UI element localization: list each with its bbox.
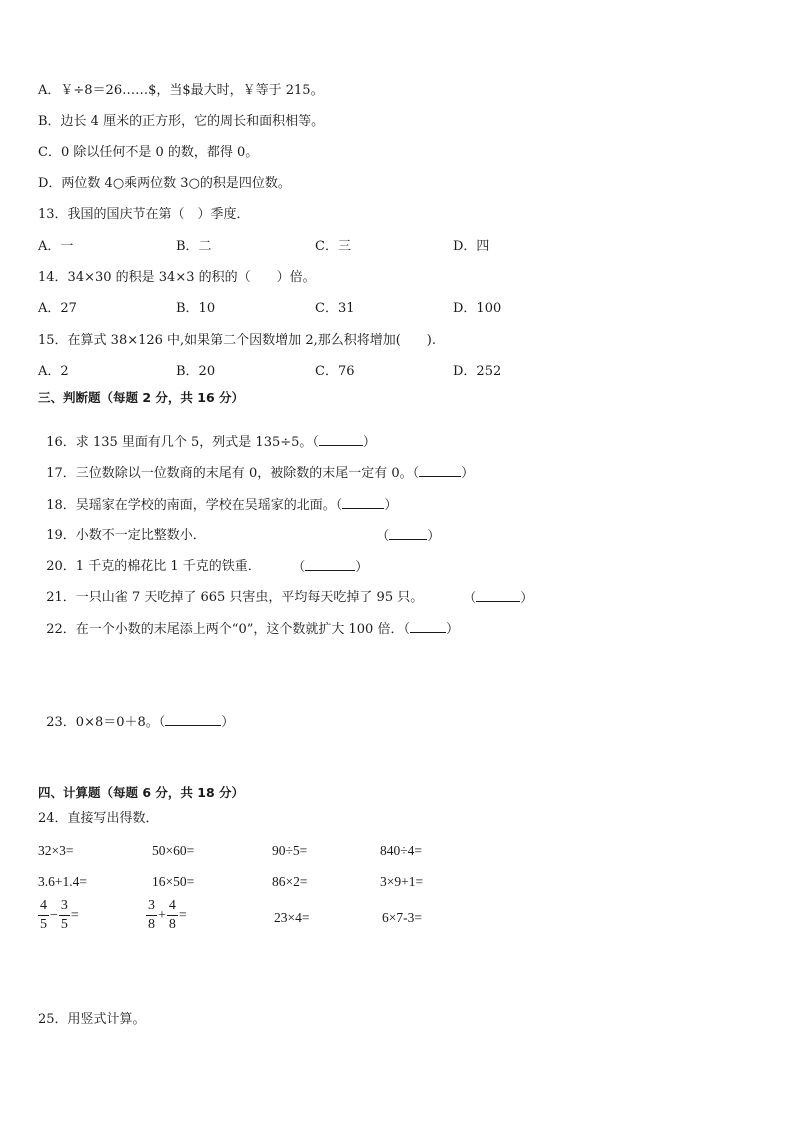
q12-option-b: B．边长 4 厘米的正方形，它的周长和面积相等。 (38, 114, 325, 129)
denominator: 5 (40, 917, 47, 932)
calc-item: 23×4= (274, 910, 310, 925)
answer-blank[interactable] (342, 496, 384, 509)
operator: − (50, 907, 58, 923)
equals-sign: = (178, 907, 187, 923)
fraction (146, 898, 157, 933)
q14-option-d: D．100 (453, 301, 502, 316)
answer-blank[interactable] (410, 620, 446, 633)
answer-blank[interactable] (389, 527, 427, 540)
q23-close: ） (221, 715, 235, 730)
q15-option-d: D．252 (453, 364, 502, 379)
denominator: 8 (168, 917, 176, 932)
q15-option-b: B．20 (176, 364, 216, 379)
q20-close: ） (355, 560, 369, 575)
fraction (167, 898, 178, 933)
section-4-heading: 四、计算题（每题 6 分，共 18 分） (38, 785, 245, 800)
q13-option-c: C．三 (315, 239, 351, 254)
q18-text: 18．吴瑶家在学校的南面，学校在吴瑶家的北面。（ (46, 498, 343, 513)
q18-close: ） (384, 498, 398, 513)
q14-stem: 14．34×30 的积是 34×3 的积的（ ）倍。 (38, 270, 316, 285)
q22-close: ） (445, 622, 459, 637)
equals-sign: = (70, 907, 79, 923)
numerator: 3 (148, 898, 155, 913)
calc-item: 840÷4= (380, 843, 423, 858)
answer-blank[interactable] (305, 558, 355, 571)
answer-blank[interactable] (165, 713, 221, 726)
q22-text: 22．在一个小数的末尾添上两个“0”，这个数就扩大 100 倍．（ (46, 622, 410, 637)
q24-stem: 24．直接写出得数． (38, 811, 159, 826)
fraction-bar (167, 915, 178, 916)
section-3-heading: 三、判断题（每题 2 分，共 16 分） (38, 390, 245, 405)
q14-option-a: A．27 (38, 301, 77, 316)
fraction-bar (59, 915, 70, 916)
calc-item: 50×60= (152, 843, 195, 858)
q19-close: ） (427, 529, 441, 544)
numerator: 3 (60, 898, 68, 913)
operator: + (158, 907, 166, 923)
q15-option-a: A．2 (38, 364, 69, 379)
q15-option-c: C．76 (315, 364, 355, 379)
answer-blank[interactable] (419, 464, 461, 477)
q15-stem: 15．在算式 38×126 中,如果第二个因数增加 2,那么积将增加( ). (38, 333, 436, 348)
q21-open: （ (463, 591, 477, 606)
q13-option-d: D．四 (453, 239, 490, 254)
q12-option-c: C．0 除以任何不是 0 的数，都得 0。 (38, 145, 259, 160)
q14-option-c: C．31 (315, 301, 355, 316)
q22 (38, 602, 459, 639)
q16-close: ） (362, 435, 376, 450)
fraction-bar (38, 915, 49, 916)
q20-open: （ (292, 560, 306, 575)
numerator: 4 (40, 898, 47, 913)
numerator: 4 (168, 898, 176, 913)
q21-close: ） (520, 591, 534, 606)
q12-option-d: D．两位数 4○乘两位数 3○的积是四位数。 (38, 176, 291, 191)
calc-item: 32×3= (38, 843, 74, 858)
calc-item: 3×9+1= (380, 874, 424, 889)
q13-stem: 13．我国的国庆节在第（ ）季度． (38, 207, 250, 222)
q21-text: 21．一只山雀 7 天吃掉了 665 只害虫，平均每天吃掉了 95 只。 (46, 590, 424, 605)
q17-close: ） (461, 466, 475, 481)
q19-open: （ (376, 529, 390, 544)
q19-text: 19．小数不一定比整数小． (46, 528, 206, 543)
fraction (38, 898, 49, 933)
fraction (59, 898, 70, 933)
denominator: 5 (60, 917, 68, 932)
fraction-expression-2 (146, 898, 188, 933)
q12-option-a: A．￥÷8＝26……$，当$最大时，￥等于 215。 (38, 83, 324, 98)
q13-option-b: B．二 (176, 239, 212, 254)
q13-option-a: A．一 (38, 239, 74, 254)
q23-text: 23．0×8＝0＋8。（ (46, 715, 166, 730)
q16-text: 16．求 135 里面有几个 5，列式是 135÷5。（ (46, 435, 319, 450)
q21-answer (455, 571, 533, 608)
calc-item: 16×50= (152, 874, 195, 889)
calc-item: 90÷5= (272, 843, 308, 858)
denominator: 8 (148, 917, 155, 932)
calc-item: 6×7-3= (382, 910, 422, 925)
calc-item: 3.6+1.4= (38, 874, 87, 889)
q23 (38, 695, 234, 732)
q25-stem: 25．用竖式计算。 (38, 1012, 146, 1027)
fraction-bar (146, 915, 157, 916)
q17-text: 17．三位数除以一位数商的末尾有 0，被除数的末尾一定有 0。（ (46, 466, 420, 481)
answer-blank[interactable] (319, 433, 363, 446)
fraction-expression-1 (38, 898, 80, 933)
q19-answer (368, 509, 440, 546)
calc-item: 86×2= (272, 874, 308, 889)
answer-blank[interactable] (476, 589, 520, 602)
q20-text: 20．1 千克的棉花比 1 千克的铁重． (46, 559, 261, 574)
q14-option-b: B．10 (176, 301, 216, 316)
